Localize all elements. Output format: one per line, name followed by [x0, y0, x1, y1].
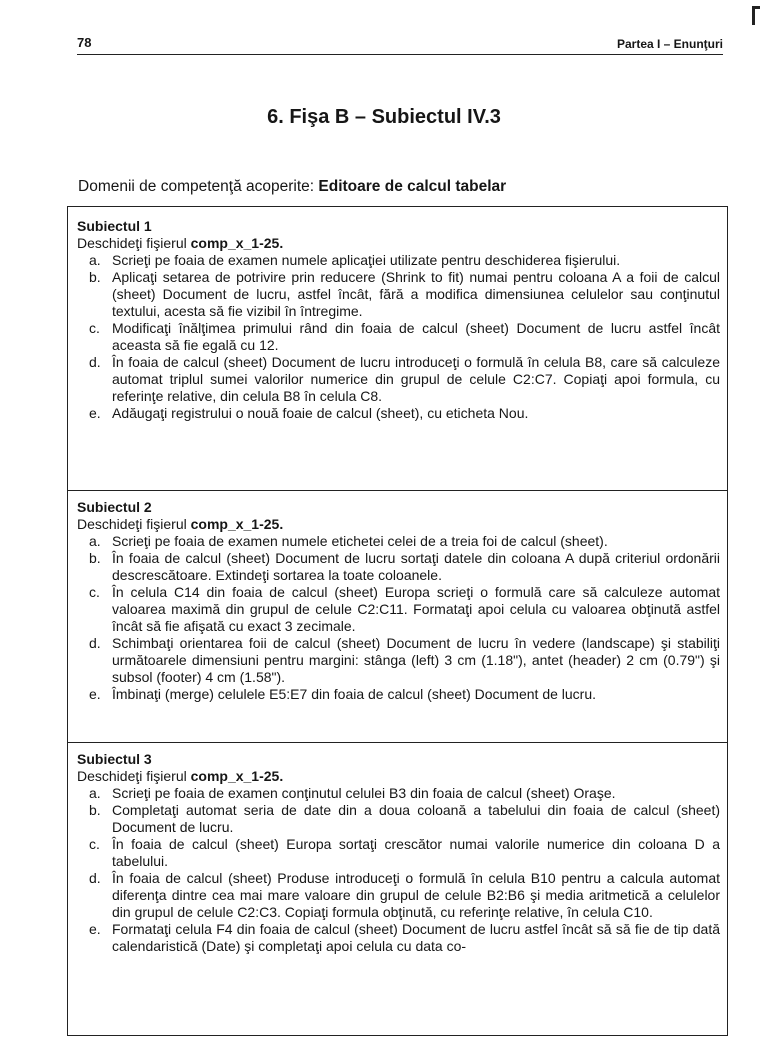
section-title: Partea I – Enunţuri — [616, 37, 723, 51]
list-item — [89, 405, 720, 422]
open-file-instruction — [77, 516, 720, 533]
item-text: Scrieţi pe foaia de examen numele aplicaţiei utilizate pentru deschiderea fişierului. — [112, 252, 621, 268]
item-marker: e. — [89, 686, 101, 702]
subject-title: Subiectul 2 — [77, 499, 152, 515]
page-number: 78 — [77, 35, 92, 50]
item-text: Îmbinaţi (merge) celulele E5:E7 din foaia de calcul (sheet) Document de lucru. — [112, 686, 597, 702]
subjects-box — [67, 206, 728, 1036]
list-item — [89, 252, 720, 269]
list-item — [89, 870, 720, 921]
item-marker: a. — [89, 252, 101, 268]
list-item — [89, 269, 720, 320]
item-marker: c. — [89, 584, 100, 600]
item-text: Aplicaţi setarea de potrivire prin reducere (Shrink to fit) numai pentru coloana A a foii de calcul (sheet) Document de lucru, astfel încât, fără a modifica dimensiunea celulelor sau conţinutul textului, acesta să fie vizibil în întregime. — [112, 269, 720, 319]
page-edge-mark — [752, 6, 760, 25]
open-file-text: Deschideţi fişierul — [77, 516, 187, 532]
item-marker: a. — [89, 785, 101, 801]
item-marker: e. — [89, 921, 101, 937]
subject-2 — [68, 490, 727, 742]
file-name: comp_x_1-25. — [190, 235, 284, 251]
item-marker: d. — [89, 635, 101, 651]
item-marker: b. — [89, 802, 101, 818]
list-item — [89, 635, 720, 686]
task-list — [77, 785, 720, 955]
list-item — [89, 320, 720, 354]
item-marker: e. — [89, 405, 101, 421]
item-text: Adăugaţi registrului o nouă foaie de calcul (sheet), cu eticheta Nou. — [112, 405, 529, 421]
item-marker: b. — [89, 550, 101, 566]
item-text: Modificaţi înălţimea primului rând din foaia de calcul (sheet) Document de lucru astfel încât aceasta să fie egală cu 12. — [112, 320, 720, 353]
item-marker: d. — [89, 870, 101, 886]
item-text: Scrieţi pe foaia de examen numele etichetei celei de a treia foi de calcul (sheet). — [112, 533, 608, 549]
item-text: În celula C14 din foaia de calcul (sheet) Europa scrieţi o formulă care să calculeze automat valoarea maximă din grupul de celule C2:C11. Formataţi apoi celula cu valoarea obţinută astfel încât să fie afişată cu exact 3 zecimale. — [112, 584, 720, 634]
task-list — [77, 252, 720, 422]
page-header — [77, 34, 723, 55]
subject-1 — [68, 218, 727, 490]
list-item — [89, 354, 720, 405]
list-item — [89, 785, 720, 802]
item-marker: b. — [89, 269, 101, 285]
open-file-instruction — [77, 768, 720, 785]
item-text: În foaia de calcul (sheet) Document de lucru sortaţi datele din coloana A după criteriul ordonării descrescătoare. Extindeţi sortarea la toate coloanele. — [112, 550, 720, 583]
list-item — [89, 533, 720, 550]
list-item — [89, 686, 720, 703]
list-item — [89, 802, 720, 836]
competence-domains — [78, 178, 506, 196]
list-item — [89, 921, 720, 955]
item-text: În foaia de calcul (sheet) Europa sortaţi crescător numai valorile numerice din coloana D a tabelului. — [112, 836, 720, 869]
domains-label: Domenii de competenţă acoperite: — [78, 178, 315, 195]
subject-title: Subiectul 3 — [77, 751, 152, 767]
subject-title: Subiectul 1 — [77, 218, 152, 234]
task-list — [77, 533, 720, 703]
subject-3 — [68, 742, 727, 1042]
open-file-instruction — [77, 235, 720, 252]
item-text: Schimbaţi orientarea foii de calcul (sheet) Document de lucru în vedere (landscape) şi stabiliţi următoarele dimensiuni pentru margini: stânga (left) 3 cm (1.18"), antet (header) 2 cm (0.79") şi subsol (footer) 4 cm (1.58"). — [112, 635, 720, 685]
item-marker: a. — [89, 533, 101, 549]
item-marker: c. — [89, 320, 100, 336]
list-item — [89, 584, 720, 635]
page-title: 6. Fişa B – Subiectul IV.3 — [267, 106, 501, 128]
file-name: comp_x_1-25. — [190, 516, 284, 532]
item-text: Formataţi celula F4 din foaia de calcul (sheet) Document de lucru astfel încât să să fie de tip dată calendaristică (Date) şi completaţi apoi celula cu data co- — [112, 921, 720, 954]
item-text: În foaia de calcul (sheet) Document de lucru introduceţi o formulă în celula B8, care să calculeze automat triplul sumei valorilor numerice din grupul de celule C2:C7. Copiaţi apoi formula, cu referinţe relative, din celula B8 în celula C8. — [112, 354, 720, 404]
item-text: În foaia de calcul (sheet) Produse introduceţi o formulă în celula B10 pentru a calcula automat diferenţa dintre cea mai mare valoare din grupul de celule B2:B6 şi media aritmetică a celulelor din grupul de celule C2:C3. Copiaţi formula obţinută, cu referinţe relative, în celula C10. — [112, 870, 720, 920]
domains-value: Editoare de calcul tabelar — [318, 178, 507, 195]
item-marker: c. — [89, 836, 100, 852]
item-marker: d. — [89, 354, 101, 370]
file-name: comp_x_1-25. — [190, 768, 284, 784]
list-item — [89, 836, 720, 870]
item-text: Completaţi automat seria de date din a doua coloană a tabelului din foaia de calcul (sheet) Document de lucru. — [112, 802, 720, 835]
open-file-text: Deschideţi fişierul — [77, 235, 187, 251]
list-item — [89, 550, 720, 584]
open-file-text: Deschideţi fişierul — [77, 768, 187, 784]
item-text: Scrieţi pe foaia de examen conţinutul celulei B3 din foaia de calcul (sheet) Oraşe. — [112, 785, 616, 801]
